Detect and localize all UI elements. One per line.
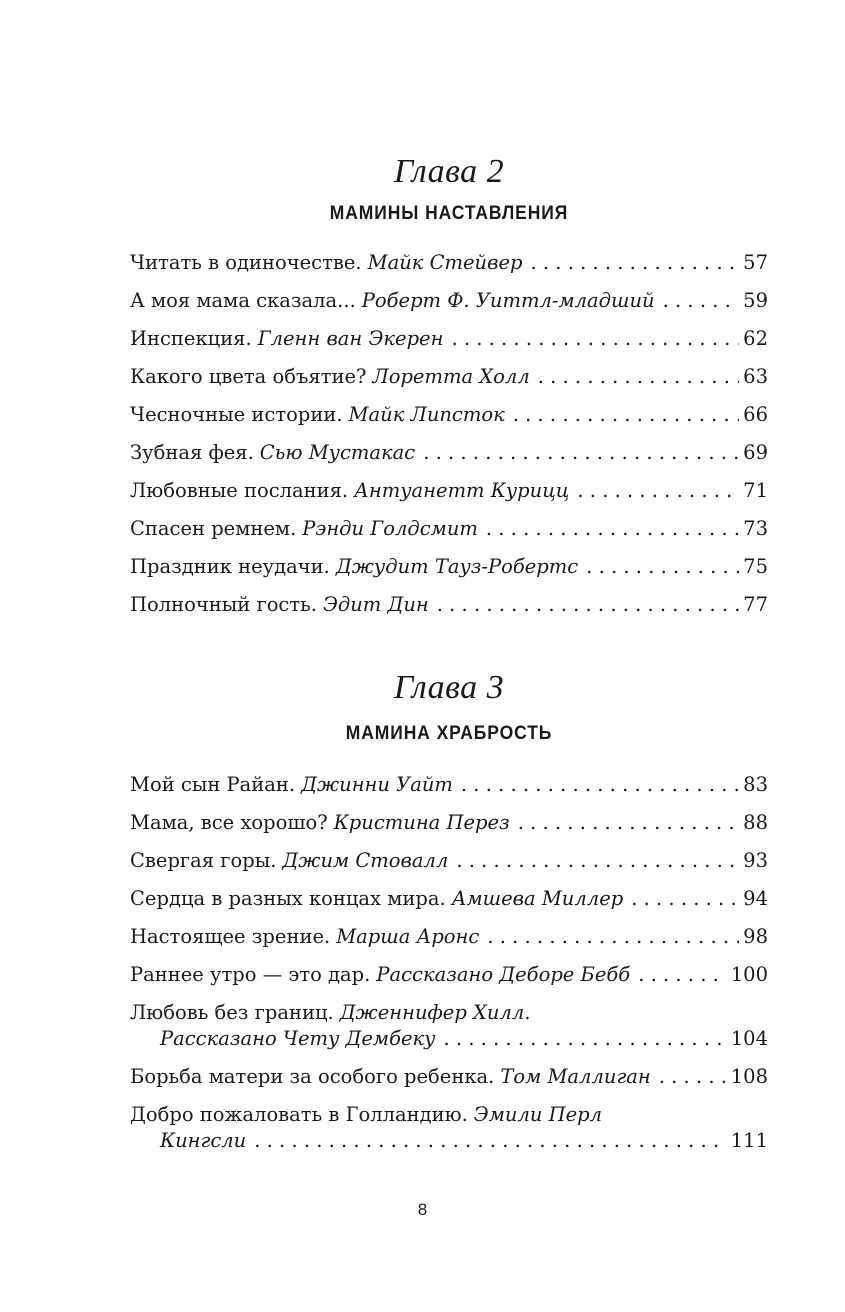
chapter-subtitle: МАМИНА ХРАБРОСТЬ [345, 723, 553, 744]
toc-entry-author: Гленн ван Экерен [257, 327, 444, 350]
toc-entry-title: Раннее утро — это дар. [130, 963, 371, 986]
dot-leader [451, 326, 739, 352]
toc-entry[interactable] [130, 402, 768, 428]
chapter-2 [130, 152, 768, 618]
toc-entry-page: 108 [730, 1065, 768, 1088]
dot-leader [663, 288, 740, 314]
dot-leader [437, 592, 739, 618]
toc-entry[interactable] [130, 772, 768, 798]
toc-entry-author: Кристина Перез [333, 811, 510, 834]
toc-entry-author: Эдит Дин [322, 593, 429, 616]
toc-entry-title: Какого цвета объятие? [130, 365, 367, 388]
toc-entry-page: 104 [730, 1027, 768, 1050]
toc-entry-title: Настоящее зрение. [130, 925, 331, 948]
toc-entry-page: 73 [743, 517, 768, 540]
toc-entry-title: Инспекция. [130, 327, 252, 350]
toc-entry-author: Рассказано Деборе Бебб [376, 963, 631, 986]
toc-list [130, 772, 768, 1154]
toc-entry-page: 62 [743, 327, 768, 350]
toc-entry-author: Майк Стейвер [367, 251, 523, 274]
toc-entry[interactable] [130, 848, 768, 874]
toc-entry-author-continued: Рассказано Чету Дембеку [160, 1027, 436, 1050]
toc-entry-title: Борьба матери за особого ребенка. [130, 1065, 495, 1088]
toc-entry-author: Джудит Тауз-Робертс [335, 555, 579, 578]
toc-entry[interactable] [130, 810, 768, 836]
dot-leader [586, 554, 739, 580]
toc-entry-page: 77 [743, 593, 768, 616]
dot-leader [254, 1128, 727, 1154]
toc-entry-author: Эмили Перл [473, 1103, 603, 1126]
toc-entry-title: Добро пожаловать в Голландию. [130, 1103, 468, 1126]
toc-entry-author: Антуанетт Курицц [354, 479, 570, 502]
dot-leader [531, 250, 740, 276]
toc-entry-title: А моя мама сказала... [130, 289, 356, 312]
toc-entry-author: Марша Аронс [336, 925, 480, 948]
toc-entry-page: 94 [743, 887, 768, 910]
toc-entry[interactable] [130, 478, 768, 504]
toc-entry-title: Зубная фея. [130, 441, 254, 464]
toc-entry-title: Полночный гость. [130, 593, 317, 616]
page-number: 8 [417, 1200, 428, 1219]
dot-leader [443, 1026, 726, 1052]
chapter-subtitle: МАМИНЫ НАСТАВЛЕНИЯ [329, 203, 569, 224]
dot-leader [631, 886, 739, 912]
toc-entry-title: Свергая горы. [130, 849, 277, 872]
chapter-title: Глава 3 [393, 669, 505, 706]
dot-leader [461, 772, 739, 798]
toc-entry-page: 88 [743, 811, 768, 834]
toc-entry[interactable] [130, 554, 768, 580]
toc-entry-page: 71 [743, 479, 768, 502]
toc-entry-page: 66 [743, 403, 768, 426]
toc-entry[interactable] [130, 1064, 768, 1090]
toc-entry-title: Сердца в разных концах мира. [130, 887, 446, 910]
toc-entry[interactable] [130, 886, 768, 912]
toc-entry[interactable] [130, 924, 768, 950]
dot-leader [423, 440, 739, 466]
toc-entry-author: Джинни Уайт [301, 773, 453, 796]
toc-entry-page: 57 [743, 251, 768, 274]
toc-entry-title: Любовь без границ. [130, 1001, 334, 1024]
toc-entry-title: Читать в одиночестве. [130, 251, 362, 274]
toc-entry[interactable] [130, 440, 768, 466]
toc-entry-author: Рэнди Голдсмит [302, 517, 478, 540]
toc-entry-page: 75 [743, 555, 768, 578]
toc-entry[interactable] [130, 592, 768, 618]
toc-entry-author: Джим Стовалл [282, 849, 449, 872]
toc-entry-page: 98 [743, 925, 768, 948]
toc-entry-author: Майк Липсток [348, 403, 505, 426]
toc-entry-author: Роберт Ф. Уиттл-младший [361, 289, 655, 312]
dot-leader [577, 478, 739, 504]
toc-entry[interactable] [130, 288, 768, 314]
toc-entry-title: Мама, все хорошо? [130, 811, 328, 834]
toc-entry-title: Мой сын Райан. [130, 773, 296, 796]
toc-entry[interactable] [130, 250, 768, 276]
toc-entry-title: Чесночные истории. [130, 403, 343, 426]
dot-leader [456, 848, 739, 874]
toc-entry-page: 100 [730, 963, 768, 986]
chapter-3 [130, 668, 768, 1154]
dot-leader [513, 402, 739, 428]
toc-entry-author: Том Маллиган [500, 1065, 651, 1088]
toc-entry-author: Амшева Миллер [451, 887, 624, 910]
toc-entry[interactable] [130, 1000, 768, 1052]
dot-leader [518, 810, 739, 836]
toc-entry-page: 63 [743, 365, 768, 388]
toc-entry-author-continued: Кингсли [160, 1129, 247, 1152]
dot-leader [659, 1064, 727, 1090]
toc-entry-page: 93 [743, 849, 768, 872]
toc-entry[interactable] [130, 364, 768, 390]
toc-entry-author: Лоретта Холл [372, 365, 530, 388]
toc-entry[interactable] [130, 962, 768, 988]
toc-entry-author: Сью Мустакас [259, 441, 416, 464]
toc-entry[interactable] [130, 1102, 768, 1154]
toc-entry[interactable] [130, 516, 768, 542]
toc-entry-author: Дженнифер Хилл. [339, 1001, 531, 1024]
toc-entry-title: Спасен ремнем. [130, 517, 297, 540]
toc-entry[interactable] [130, 326, 768, 352]
dot-leader [638, 962, 727, 988]
toc-entry-title: Праздник неудачи. [130, 555, 330, 578]
toc-list [130, 250, 768, 618]
dot-leader [486, 516, 739, 542]
toc-entry-page: 83 [743, 773, 768, 796]
dot-leader [538, 364, 739, 390]
toc-entry-page: 111 [730, 1129, 768, 1152]
toc-entry-title: Любовные послания. [130, 479, 349, 502]
toc-entry-page: 69 [743, 441, 768, 464]
toc-entry-page: 59 [743, 289, 768, 312]
chapter-title: Глава 2 [393, 153, 505, 190]
dot-leader [487, 924, 739, 950]
